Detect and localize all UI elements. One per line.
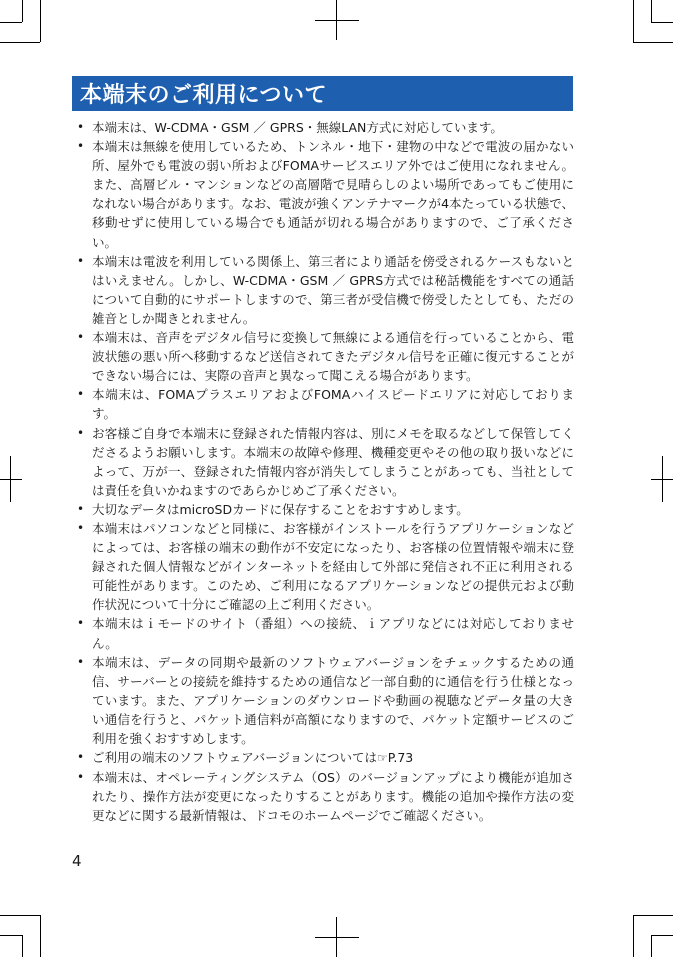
crop-mark — [662, 456, 663, 502]
crop-mark — [10, 456, 11, 502]
crop-mark — [0, 22, 22, 23]
list-item — [72, 385, 574, 423]
crop-mark — [633, 915, 634, 957]
crop-mark — [651, 22, 673, 23]
crop-mark — [633, 0, 634, 42]
item-text: 本端末は無線を使用しているため、トンネル・地下・建物の中などで電波の届かない所、屋外でも電波の弱い所およびFOMAサービスエリア外ではご使用になれません。また、高層ビル・マンションなどの高層階で見晴らしのよい場所であってもご使用になれない場合があります。なお、電波が強くアンテナマークが4本たっている状態で、移動せずに使用している場合でも通話が切れる場合がありますので、ご了承ください。 — [92, 139, 574, 250]
crop-mark — [40, 915, 41, 957]
bullet: • — [77, 501, 85, 516]
bullet: • — [77, 750, 85, 765]
section-header — [72, 76, 573, 111]
crop-mark — [633, 915, 673, 916]
item-text: 本端末は電波を利用している関係上、第三者により通話を傍受されるケースもないとはいえません。しかし、W-CDMA・GSM ／ GPRS方式では秘話機能をすべての通話について自動的にサポートしますので、第三者が受信機で傍受したとしても、ただの雑音としか聞きとれません。 — [92, 253, 574, 326]
item-text: 本端末はパソコンなどと同様に、お客様がインストールを行うアプリケーションなどによっては、お客様の端末の動作が不安定になったり、お客様の位置情報や端末に登録された個人情報などがインターネットを経由して外部に発信され不正に利用される可能性があります。このため、ご利用になるアプリケーションなどの提供元および動作状況について十分にご確認の上ご利用ください。 — [92, 520, 574, 613]
list-item — [72, 614, 574, 652]
item-text: 本端末はｉモードのサイト（番組）への接続、ｉアプリなどには対応しておりません。 — [92, 616, 574, 651]
crop-mark — [22, 0, 23, 22]
list-item — [72, 137, 574, 252]
crop-mark — [40, 0, 41, 42]
bullet: • — [77, 253, 85, 268]
page-number: 4 — [72, 852, 82, 870]
crop-mark — [651, 935, 673, 936]
list-item — [72, 328, 574, 385]
crop-mark — [315, 20, 359, 21]
list-item-software-version — [72, 748, 574, 768]
list-item — [72, 252, 574, 328]
crop-mark — [0, 479, 22, 480]
item-text: 本端末は、オペレーティングシステム（OS）のバージョンアップにより機能が追加されたり、操作方法が変更になったりすることがあります。機能の追加や操作方法の変更などに関する最新情報は、ドコモのホームページでご確認ください。 — [92, 770, 574, 824]
crop-mark — [651, 0, 652, 22]
bullet: • — [77, 387, 85, 402]
item-text: 本端末は、FOMAプラスエリアおよびFOMAハイスピードエリアに対応しております。 — [92, 387, 574, 422]
crop-mark — [0, 42, 40, 43]
bullet: • — [77, 616, 85, 631]
bullet: • — [77, 520, 85, 535]
bullet: • — [77, 770, 85, 785]
list-item — [72, 424, 574, 500]
crop-mark — [315, 937, 359, 938]
list-item — [72, 500, 574, 519]
crop-mark — [336, 0, 337, 40]
bullet: • — [77, 425, 85, 440]
bullet: • — [77, 139, 85, 154]
item-text: 本端末は、音声をデジタル信号に変換して無線による通信を行っていることから、電波状態の悪い所へ移動するなど送信されてきたデジタル信号を正確に復元することができない場合には、実際の音声と異なって聞こえる場合があります。 — [92, 330, 574, 384]
notice-list — [72, 118, 574, 825]
section-title: 本端末のご利用について — [80, 83, 328, 108]
crop-mark — [0, 915, 40, 916]
crop-mark — [633, 42, 673, 43]
list-item — [72, 768, 574, 825]
crop-mark — [0, 935, 22, 936]
crop-mark — [336, 917, 337, 957]
page-reference-icon: ☞ — [377, 751, 388, 766]
list-item — [72, 653, 574, 748]
bullet: • — [77, 120, 85, 134]
bullet: • — [77, 654, 85, 669]
item-text: お客様ご自身で本端末に登録された情報内容は、別にメモを取るなどして保管してくださるようお願いします。本端末の故障や修理、機種変更やその他の取り扱いなどによって、万が一、登録された情報内容が消失してしまうことがあっても、当社としては責任を負いかねますのであらかじめご了承ください。 — [92, 425, 574, 498]
item-text: 大切なデータはmicroSDカードに保存することをおすすめします。 — [92, 501, 469, 517]
bullet: • — [77, 330, 85, 345]
list-item — [72, 519, 574, 614]
page-reference-link[interactable]: P.73 — [387, 750, 414, 766]
item-text: ご利用の端末のソフトウェアバージョンについては — [92, 750, 378, 766]
item-text: 本端末は、データの同期や最新のソフトウェアバージョンをチェックするための通信、サーバーとの接続を維持するための通信など一部自動的に通信を行う仕様となっています。また、アプリケーションのダウンロードや動画の視聴などデータ量の大きい通信を行うと、パケット通信料が高額になりますので、パケット定額サービスのご利用を強くおすすめします。 — [92, 654, 574, 746]
crop-mark — [22, 935, 23, 957]
list-item — [72, 118, 574, 137]
crop-mark — [651, 935, 652, 957]
item-text: 本端末は、W-CDMA・GSM ／ GPRS・無線LAN方式に対応しています。 — [92, 120, 503, 135]
